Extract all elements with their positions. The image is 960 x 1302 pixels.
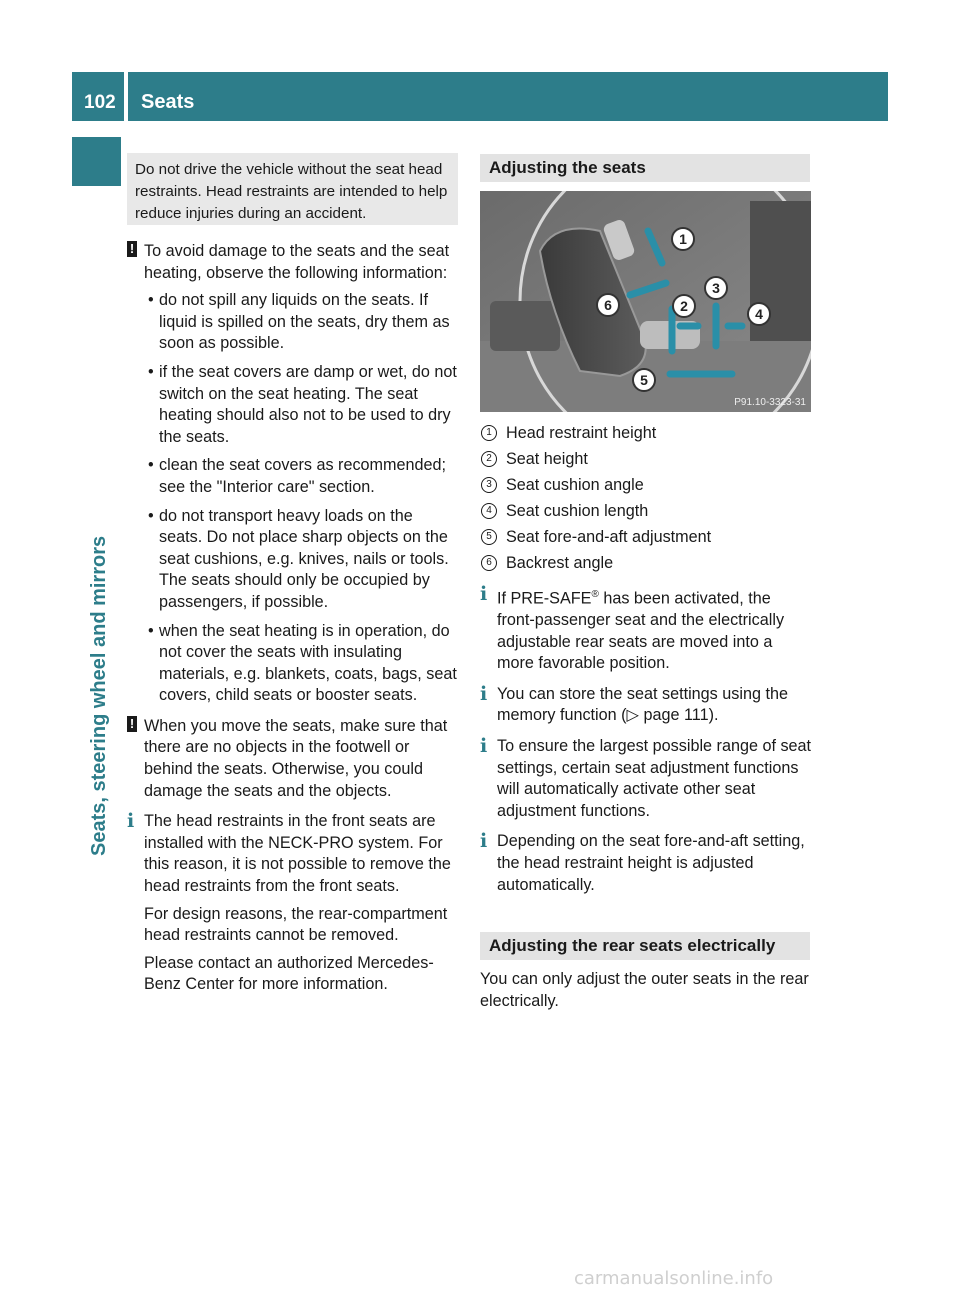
list-item: • do not transport heavy loads on the seats. Do not place sharp objects on the seat cushions, e.g. knives, nails or tools. The seats should only be occupied by passengers, if possible. <box>148 506 449 611</box>
legend-number: 2 <box>481 451 497 467</box>
exclamation-icon: ! <box>127 241 137 257</box>
damage-note <box>127 241 460 707</box>
damage-note-intro: To avoid damage to the seats and the seat heating, observe the following information: <box>144 242 450 282</box>
contact-text: Please contact an authorized Mercedes-Benz Center for more information. <box>144 953 434 994</box>
seat-control-photo <box>480 191 811 412</box>
bullet-text: when the seat heating is in operation, do not cover the seats with insulating materials, e.g. blankets, coats, bags, seat covers, child seats or booster seats. <box>159 621 457 705</box>
move-seats-note <box>127 716 460 802</box>
warning-box: Do not drive the vehicle without the seat head restraints. Head restraints are intended to help reduce injuries during an accident. <box>127 153 458 225</box>
list-item <box>480 420 810 446</box>
side-tab-block <box>72 137 121 186</box>
info-icon: i <box>480 830 488 853</box>
header-separator <box>124 72 128 121</box>
callout-4: 4 <box>755 306 763 322</box>
callout-5: 5 <box>640 372 648 388</box>
list-item: • when the seat heating is in operation, do not cover the seats with insulating materials, e.g. blankets, coats, bags, seat covers, child seats or booster seats. <box>148 621 457 705</box>
list-item: • if the seat covers are damp or wet, do not switch on the seat heating. The seat heating should also not to be used to dry the seats. <box>148 362 457 446</box>
pre-safe-text: has been activated, the front-passenger seat and the electrically adjustable rear seats are moved into a more favorable position. <box>497 589 785 673</box>
info-icon: i <box>127 810 135 833</box>
pre-safe-info <box>480 584 812 675</box>
info-icon: i <box>480 583 488 605</box>
info-icon: i <box>480 682 488 705</box>
callout-2: 2 <box>680 298 688 314</box>
callout-6: 6 <box>604 297 612 313</box>
list-item: • do not spill any liquids on the seats. If liquid is spilled on the seats, dry them as soon as possible. <box>148 291 450 353</box>
range-info <box>480 736 812 822</box>
move-seats-note-text: When you move the seats, make sure that there are no objects in the footwell or behind the seats. Otherwise, you could damage the seats and the objects. <box>144 716 448 800</box>
section-title: Seats <box>141 91 195 113</box>
head-restraint-info-text: Depending on the seat fore-and-aft setting, the head restraint height is adjusted automatically. <box>497 832 805 894</box>
pre-safe-prefix: If PRE-SAFE <box>497 589 592 608</box>
callout-1: 1 <box>679 231 687 247</box>
rear-restraint-text: For design reasons, the rear-compartment head restraints cannot be removed. <box>144 904 448 945</box>
legend-label: Seat height <box>506 450 588 468</box>
list-item: • clean the seat covers as recommended; see the "Interior care" section. <box>148 456 447 496</box>
chapter-side-label: Seats, steering wheel and mirrors <box>88 535 110 856</box>
heading-text: Adjusting the seats <box>489 158 646 177</box>
memory-info <box>480 684 812 727</box>
rear-seats-heading <box>480 932 810 960</box>
legend-label: Seat fore-and-aft adjustment <box>506 528 712 546</box>
legend-number: 6 <box>481 555 497 571</box>
legend-label: Backrest angle <box>506 554 614 572</box>
legend-label: Seat cushion length <box>506 502 649 520</box>
range-info-text: To ensure the largest possible range of seat settings, certain seat adjustment functions will automatically activate other seat adjustment functions. <box>497 736 812 820</box>
memory-info-text: You can store the seat settings using the memory function (▷ page 111). <box>497 684 788 725</box>
head-restraint-info <box>480 831 812 896</box>
heading-text: Adjusting the rear seats electrically <box>489 936 776 955</box>
legend-label: Head restraint height <box>506 424 657 442</box>
right-column-notes <box>480 584 812 905</box>
adjusting-seats-heading <box>480 154 810 182</box>
legend-number: 5 <box>481 529 497 545</box>
list-item <box>480 498 810 524</box>
bullet-text: do not spill any liquids on the seats. If liquid is spilled on the seats, dry them as soon as possible. <box>159 291 450 353</box>
bullet-text: do not transport heavy loads on the seats. Do not place sharp objects on the seat cushions, e.g. knives, nails or tools. The seats should only be occupied by passengers, if possible. <box>159 506 449 611</box>
rear-seats-body: You can only adjust the outer seats in the rear electrically. <box>480 970 809 1010</box>
legend-label: Seat cushion angle <box>506 476 644 494</box>
list-item <box>480 524 810 550</box>
legend-number: 3 <box>481 477 497 493</box>
bullet-text: if the seat covers are damp or wet, do not switch on the seat heating. The seat heating should also not to be used to dry the seats. <box>159 362 457 446</box>
bullet-text: clean the seat covers as recommended; see the "Interior care" section. <box>159 456 447 496</box>
photo-code: P91.10-3323-31 <box>734 397 806 408</box>
bullet-list <box>144 290 460 707</box>
legend-number: 4 <box>481 503 497 519</box>
callout-3: 3 <box>712 280 720 296</box>
page-number: 102 <box>84 92 116 113</box>
list-item <box>480 446 810 472</box>
left-column <box>127 241 460 1005</box>
header-bar <box>72 72 888 121</box>
neck-pro-info <box>127 811 460 996</box>
neck-pro-info-text: The head restraints in the front seats are installed with the NECK-PRO system. For this reason, it is not possible to remove the head restraints from the front seats. <box>144 812 451 896</box>
list-item <box>480 472 810 498</box>
watermark: carmanualsonline.info <box>574 1268 774 1289</box>
legend-number: 1 <box>481 425 497 441</box>
info-icon: i <box>480 734 488 757</box>
exclamation-icon: ! <box>127 716 137 732</box>
legend-list <box>480 420 810 576</box>
registered-mark: ® <box>591 589 599 600</box>
list-item <box>480 550 810 576</box>
